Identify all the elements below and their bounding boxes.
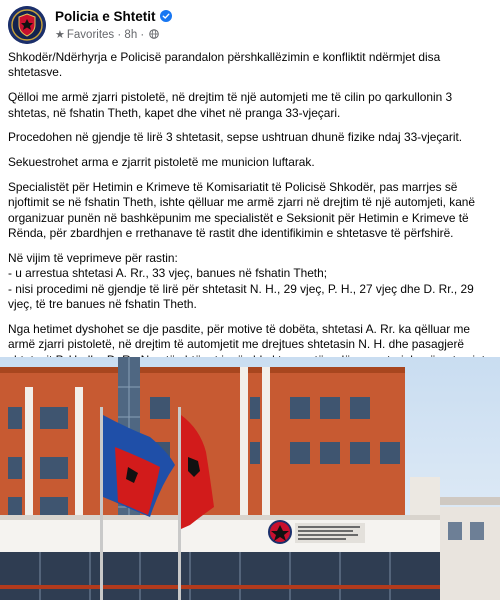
page-name-text[interactable]: Policia e Shtetit — [55, 9, 156, 24]
post-meta — [55, 28, 159, 41]
meta-separator-2: · — [140, 29, 145, 41]
globe-icon — [149, 29, 159, 39]
post-paragraph: Nga hetimet dyshohet se dje pasdite, për motive të dobëta, shtetasi A. Rr. ka qëlluar me armë zjarri pistoletë, në drejtim të automjetit me drejtues shtetasin N. H. dhe pasagjerë — [8, 322, 471, 352]
police-badge-icon — [8, 6, 46, 44]
post-paragraph: Specialistët për Hetimin e Krimeve të Komisariatit të Policisë Shkodër, pas marrjes së njoftimit se në fshatin Theth, ishte qëlluar me armë zjarri në drejtim të një automjeti, kanë organizuar punën në bashkëpunim me specialistët e Seksionit për Hetimin e Krimeve të Rënda, për zbardhjen e rrethanave të rastit dhe identifikimin e shtetasve të përfshirë. — [8, 180, 476, 241]
post-paragraph: Sekuestrohet arma e zjarrit pistoletë me municion luftarak. — [8, 155, 315, 170]
page-name-link[interactable] — [55, 9, 172, 24]
page-avatar[interactable] — [8, 6, 46, 44]
star-icon: ★ — [55, 29, 65, 41]
post-photo[interactable] — [0, 357, 500, 600]
meta-separator: · — [117, 29, 122, 41]
post-header — [8, 6, 492, 46]
post-paragraph: Në vijim të veprimeve për rastin: - u arrestua shtetasi A. Rr., 33 vjeç, banues në fshatin Theth; - nisi procedimi në gjendje të lirë për shtetasit N. H., 29 vjeç, P. H., 27 vjeç dhe D. Rr., 29 vjeç, të tre banues në fshatin Theth. — [8, 251, 474, 312]
police-building-image — [0, 357, 500, 600]
post-paragraph: Shkodër/Ndërhyrja e Policisë parandalon përshkallëzimin e konfliktit ndërmjet disa shtetasve. — [8, 50, 441, 80]
verified-badge-icon — [160, 10, 172, 22]
post-paragraph: Qëlloi me armë zjarri pistoletë, në drejtim të një automjeti me të cilin po qarkullonin 3 shtetas, në fshatin Theth, kapet dhe vihet në pranga 33-vjeçari. — [8, 90, 453, 120]
audience-label[interactable]: Favorites — [66, 29, 115, 41]
post-paragraph: Procedohen në gjendje të lirë 3 shtetasit, sepse ushtruan dhunë fizike ndaj 33-vjeçarit. — [8, 130, 463, 145]
post-time[interactable]: 8h — [124, 29, 138, 41]
